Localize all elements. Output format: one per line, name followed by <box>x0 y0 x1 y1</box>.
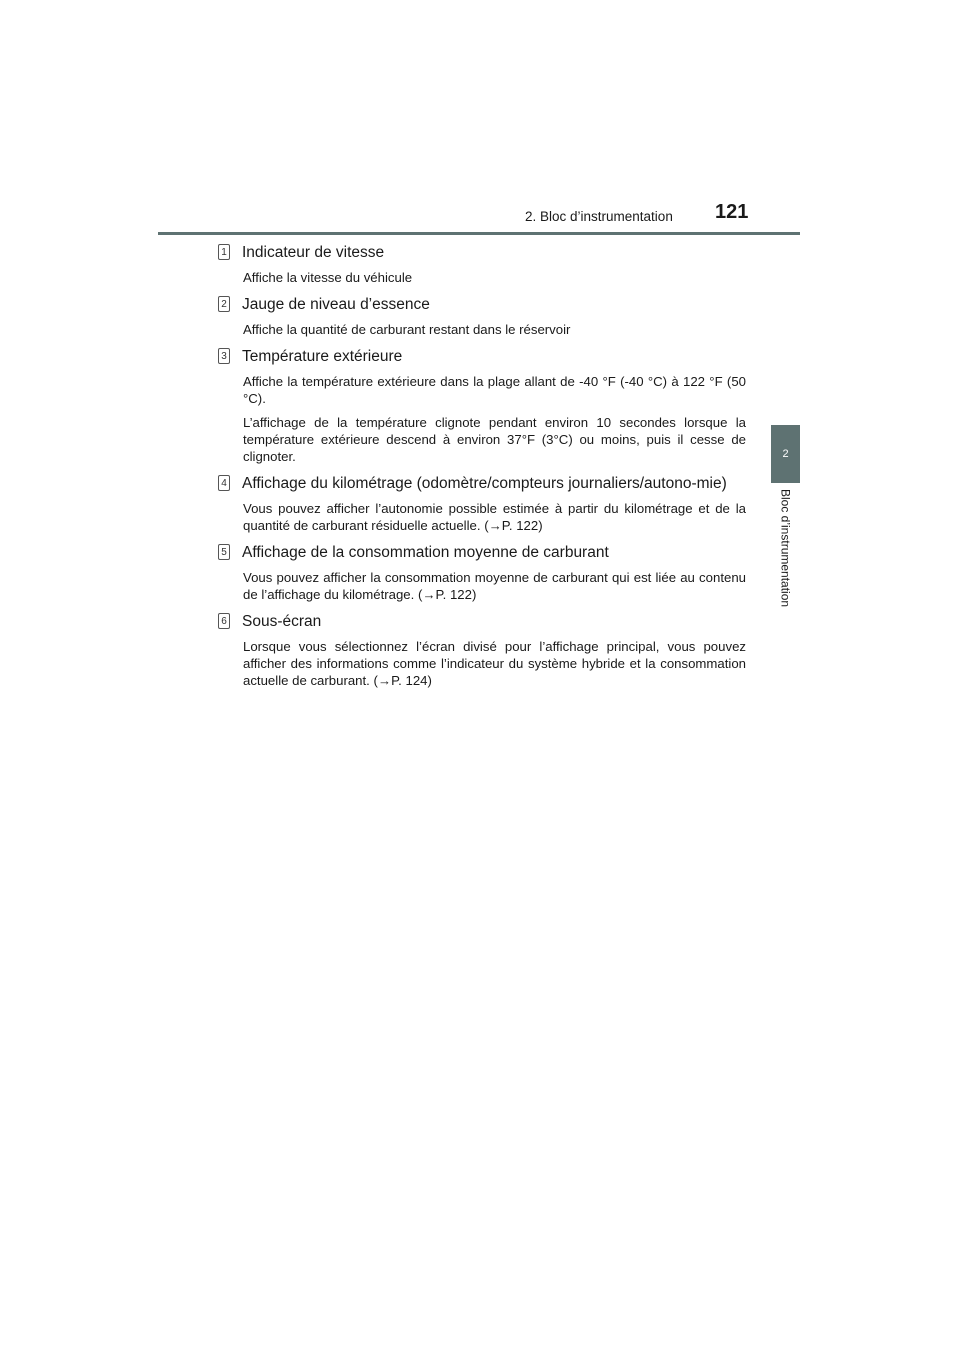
item-number-badge: 2 <box>218 296 230 312</box>
chapter-side-label <box>771 483 800 643</box>
list-item <box>218 610 746 689</box>
item-title: Affichage du kilométrage (odomètre/compteurs journaliers/autono-mie) <box>242 475 727 492</box>
item-list <box>218 241 746 696</box>
item-title: Température extérieure <box>242 348 403 365</box>
chapter-tab <box>771 425 800 483</box>
item-description: Affiche la vitesse du véhicule <box>243 270 413 285</box>
list-item <box>218 241 746 286</box>
page-number: 121 <box>715 201 749 223</box>
item-number-badge: 1 <box>218 244 230 260</box>
item-title: Jauge de niveau d’essence <box>242 296 430 313</box>
item-title: Affichage de la consommation moyenne de carburant <box>242 544 609 561</box>
list-item <box>218 345 746 465</box>
chapter-label: Bloc d’instrumentation <box>778 489 793 608</box>
item-number-badge: 5 <box>218 544 230 560</box>
item-description: L’affichage de la température clignote pendant environ 10 secondes lorsque la température extérieure descend à environ 37°F (3°C) ou moins, puis il cesse de clignoter. <box>243 415 746 464</box>
item-description: Affiche la quantité de carburant restant dans le réservoir <box>243 322 571 337</box>
list-item <box>218 472 746 534</box>
item-title: Sous-écran <box>242 613 322 630</box>
item-number-badge: 6 <box>218 613 230 629</box>
list-item <box>218 541 746 603</box>
item-description: Vous pouvez afficher l’autonomie possible estimée à partir du kilométrage et de la quantité de carburant résiduelle actuelle. (→P. 122) <box>243 501 746 533</box>
item-description: Vous pouvez afficher la consommation moyenne de carburant qui est liée au contenu de l’affichage du kilométrage. (→P. 122) <box>243 570 746 602</box>
header-divider <box>158 232 800 235</box>
item-number-badge: 4 <box>218 475 230 491</box>
item-description: Affiche la température extérieure dans la plage allant de -40 °F (-40 °C) à 122 °F (50 °C). <box>243 374 746 406</box>
item-description: Lorsque vous sélectionnez l’écran divisé pour l’affichage principal, vous pouvez afficher des informations comme l’indicateur du système hybride et la consommation actuelle de carburant. (→P. 124) <box>243 639 746 688</box>
item-title: Indicateur de vitesse <box>242 244 385 261</box>
chapter-number: 2 <box>782 448 789 460</box>
item-number-badge: 3 <box>218 348 230 364</box>
section-title: 2. Bloc d’instrumentation <box>525 209 673 224</box>
list-item <box>218 293 746 338</box>
